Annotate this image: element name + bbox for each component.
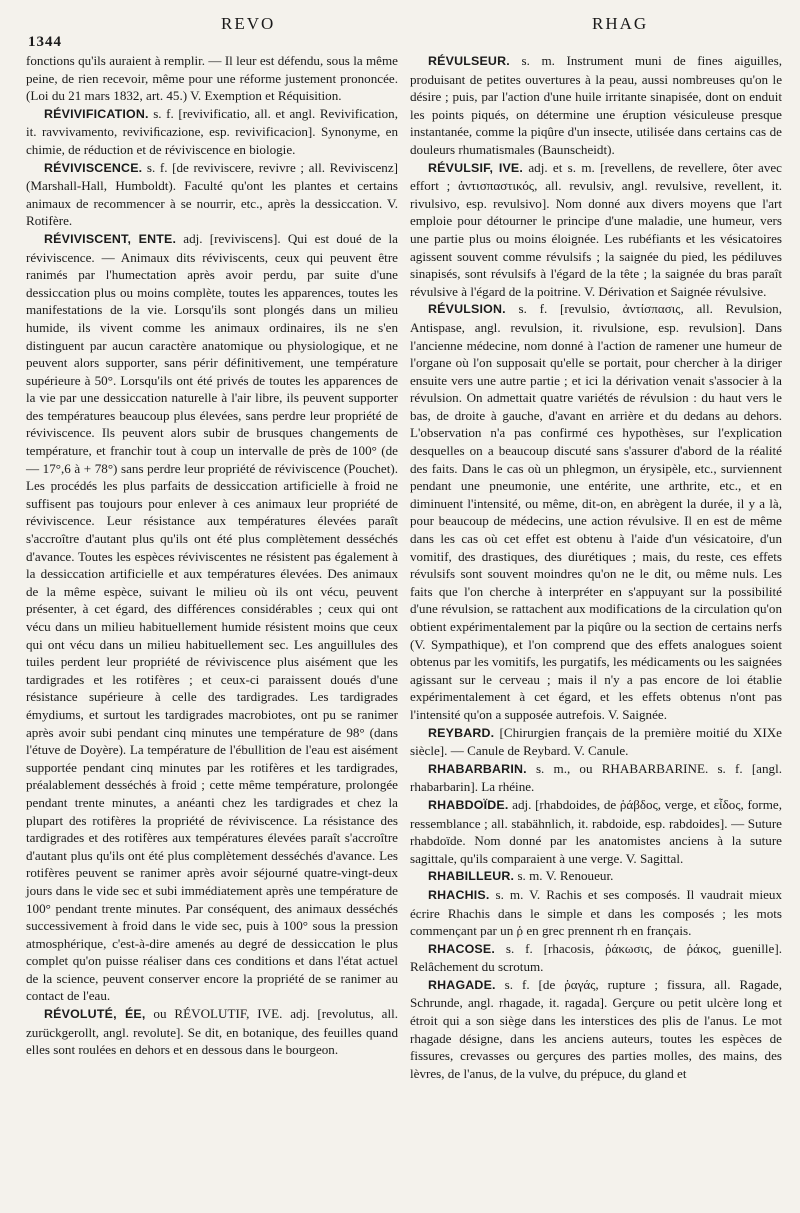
entry-text: s. f. [de reviviscere, revivre ; all. Reviviscenz] (Marshall-Hall, Humboldt). Faculté qu'ont les plantes et certains animaux de recommencer à se nourrir, etc., après la dessiccation. V. Rotifère. — [26, 159, 398, 229]
entry-rhabdoide — [410, 796, 782, 867]
entry-text: ou RÉVOLUTIF, IVE. adj. [revolutus, all. zurückgerollt, angl. revolute]. Se dit, en botanique, des feuilles quand elles sont roulées en dehors et en dessous dans le bourgeon. — [26, 1006, 399, 1058]
entry-rhachis — [410, 886, 782, 940]
entry-revolute — [26, 1005, 398, 1059]
headword: RÉVIVISCENT, ENTE. — [44, 231, 177, 246]
entry-text: s. f. [rhacosis, ῥάκωσις, de ῥάκος, guenille]. Relâchement du scrotum. — [410, 940, 782, 975]
headword: RÉVULSEUR. — [428, 54, 510, 68]
entry-text: adj. [reviviscens]. Qui est doué de la réviviscence. — Animaux dits réviviscents, ceux qui peuvent être ranimés par l'humectation après avoir perdu, par suite d'une dessiccation plus ou moins complète, toutes les apparences, toutes les manifestations de la vie. Lorsqu'ils sont plongés dans un milieu humide, ils vivent comme les animaux ordinaires, ils ne s'en distinguent par aucun caractère anatomique ou physiologique, et ne peuvent alors supporter, sans périr définitivement, une température supérieure à 50°. Lorsqu'ils ont été privés de toutes les apparences de la vie par une dessiccation naturelle à l'air libre, ils peuvent supporter des températures beaucoup plus élevées, sans perdre leur propriété de réviviscence. Ils peuvent alors subir de brusques changements de température, et franchir tout à coup un intervalle de près de 100° (de — 17°,6 à + 78°) sans perdre leur propriété de réviviscence (Pouchet). Les procédés les plus parfaits de dessiccation artificielle à froid ne suffisent pas toujours pour enlever à ces animaux leur propriété de réviviscence. Leur résistance aux températures élevées paraît s'accroître d'autant plus qu'ils ont été plus complètement desséchés d'avance. Toutes les espèces réviviscentes ne résistent pas également à la dessiccation artificielle et aux températures élevées. Des animaux de la même espèce, suivant le milieu où ils ont vécu, peuvent présenter, à cet égard, des différences considérables ; ceux qui ont vécu dans un milieu habituellement humide résistent moins que ceux qui ont vécu dans un milieu habituellement sec. Les anguillules des tuiles perdent leur propriété de réviviscence plus aisément que les tardigrades et les rotifères ; et ceux-ci paraissent doués d'une résistance supérieure à celle des tardigrades. Les tardigrades émydiums, et surtout les tardigrades macrobiotes, ont pu se ranimer après avoir subi pendant cinq minutes une température de 98° (dans l'étuve de Doyère). La température de l'ébullition de l'eau est aisément supportée pendant cinq minutes par les rotifères et les tardigrades, préalablement desséchés à froid ; cette même température, prolongée pendant trente minutes, a anéanti chez les tardigrades et chez la plupart des rotifères la propriété de réviviscence. La résistance des tardigrades et des rotifères aux températures élevées paraît s'accroître d'autant plus qu'ils ont été plus complètement desséchés d'avance. Les rotifères peuvent se ranimer après avoir séjourné quatre-vingt-deux jours dans le vide sec et subi immédiatement après une température de 100° pendant trente minutes. Par conséquent, des animaux desséchés successivement à froid dans le vide sec, puis à 100° sous la pression atmosphérique, c'est-à-dire amenés au degré de dessiccation le plus complet qu'on puisse réaliser dans ces conditions et dans l'état actuel de la science, peuvent conserver encore la propriété de se ranimer au contact de l'eau. — [26, 230, 398, 1004]
entry-revivification — [26, 105, 398, 159]
entry-text: s. f. [de ῥαγάς, rupture ; fissura, all. Ragade, Schrunde, angl. rhagade, it. ragada]. Gerçure ou petit ulcère long et étroit qui a son siège dans les interstices des plis de l'anus. Le mot rhagade désigne, dans les anciens auteurs, toutes les espèces de fissures, crevasses ou gerçures des parties molles, des mains, des lèvres, de l'anus, de la vulve, du prépuce, du gland et — [410, 976, 782, 1081]
headword: RÉVIVISCENCE. — [44, 160, 143, 175]
headword: RHABDOÏDE. — [428, 797, 509, 812]
entry-text: s. f. [revivificatio, all. et angl. Revivification, it. ravvivamento, reviviﬁcazione, esp. revivificacion]. Synonyme, en chimie, de réduction et de réviviscence en biologie. — [26, 105, 398, 157]
headword: RHABILLEUR. — [428, 869, 515, 884]
page-number: 1344 — [28, 34, 62, 50]
headword: RHABARBARIN. — [428, 761, 527, 776]
entry-rhacose — [410, 940, 782, 976]
entry-reybard — [410, 724, 782, 760]
page-header — [26, 14, 782, 50]
entry-revulsif — [410, 159, 782, 301]
left-column — [26, 52, 398, 1082]
entry-rhabarbarin — [410, 760, 782, 796]
headword: RÉVULSIF, IVE. — [428, 160, 524, 175]
entry-rhabilleur — [410, 867, 782, 886]
entry-text: s. m. Instrument muni de fines aiguilles, produisant de petites ouvertures à la peau, aussi nombreuses qu'on le désire ; puis, par l'action d'une huile irritante sinapisée, dont on enduit les points piqués, on détermine une éruption vésiculeuse presque instantanée, comme la piqûre d'un insecte, utilisée dans certains cas de douleurs rhumatismales (Baunscheidt). — [410, 53, 782, 157]
headword: REYBARD. — [428, 725, 495, 740]
entry-rhagade — [410, 976, 782, 1083]
entry-text: s. m., ou RHABARBARINE. s. f. [angl. rhabarbarin]. La rhéine. — [410, 760, 782, 795]
right-column — [410, 52, 782, 1082]
headword: RÉVULSION. — [428, 302, 506, 317]
running-head-left: REVO — [221, 14, 276, 33]
headword: RÉVIVIFICATION. — [44, 106, 149, 121]
entry-text: s. m. V. Renoueur. — [514, 868, 614, 884]
entry-continuation — [26, 52, 398, 105]
entry-text: fonctions qu'ils auraient à remplir. — Il leur est défendu, sous la même peine, de rien recevoir, même pour une réforme justement prononcée. (Loi du 21 mars 1832, art. 45.) V. Exemption et Réquisition. — [26, 53, 398, 104]
headword: RHAGADE. — [428, 977, 496, 992]
two-column-body — [26, 52, 782, 1082]
entry-text: s. f. [revulsio, ἀντίσπασις, all. Revulsion, Antispase, angl. revulsion, it. rivulsione, esp. revulsion]. Dans l'ancienne médecine, nom donné à l'action de ramener une humeur de l'organe où l'on supposait qu'elle se portait, pour chercher à la diriger ensuite vers une autre partie ; et ici la dérivation venait s'associer à la révulsion. On admettait quatre variétés de révulsion : du haut vers le bas, de droite à gauche, d'avant en arrière et du dedans au dehors. L'observation n'a pas confirmé ces hypothèses, sur l'explication desquelles on a beaucoup discuté sans s'assurer d'abord de la réalité des faits. Dans le cas où un phlegmon, un érysipèle, etc., surviennent pendant une pneumonie, une entérite, une arthrite, etc., et en diminuent l'intensité, ou même, dit-on, en abrègent la durée, il y a là, pour beaucoup de médecins, une action révulsive. Il en est de même dans les cas où cet effet est obtenu à l'aide d'un vésicatoire, d'un vomitif, des drastiques, des diurétiques ; mais, du reste, ces effets révulsifs sont souvent moindres qu'on ne le dit, ou même nuls. Les faits que l'on cherche à interpréter en s'appuyant sur la possibilité d'une révulsion, se rattachent aux modifications de la circulation qu'on obtient expérimentalement par la piqûre ou la section de certains nerfs (V. Sympathique), et l'on comprend que des effets analogues soient obtenus par les vomitifs, les purgatifs, les médicaments ou les saignées agissant sur le cerveau ; mais il n'y a pas encore de loi établie expérimentalement à cet égard, et les effets obtenus n'ont pas l'intensité qu'on a supposée autrefois. V. Saignée. — [410, 301, 782, 722]
headword: RÉVOLUTÉ, ÉE, — [44, 1007, 146, 1022]
entry-revulseur — [410, 52, 782, 159]
entry-text: adj. et s. m. [revellens, de revellere, ôter avec effort ; ἀντισπαστικός, all. revulsiv, angl. revulsive, revellent, it. rivulsivo, esp. revulsivo]. Nom donné aux divers moyens que l'art emploie pour détourner le principe d'une maladie, une humeur, vers une partie plus ou moins éloignée. Les rubéfiants et les vésicatoires agissent souvent comme révulsifs ; la saignée du pied, les pédiluves sinapisés, sont révulsifs à l'égard de la tête ; la saignée du bras paraît révulsive à l'égard de la poitrine. V. Dérivation et Saignée révulsive. — [410, 159, 782, 299]
entry-revulsion — [410, 300, 782, 723]
headword: RHACOSE. — [428, 941, 496, 956]
running-head-right: RHAG — [592, 14, 649, 33]
entry-reviviscent — [26, 230, 398, 1005]
entry-reviviscence — [26, 159, 398, 230]
entry-text: [Chirurgien français de la première moitié du XIXe siècle]. — Canule de Reybard. V. Canule. — [410, 724, 782, 759]
headword: RHACHIS. — [428, 887, 490, 902]
entry-text: s. m. V. Rachis et ses composés. Il vaudrait mieux écrire Rhachis dans le simple et dans les composés ; les mots commençant par un ῥ en grec prennent rh en français. — [410, 886, 782, 939]
entry-text: adj. [rhabdoides, de ῥάβδος, verge, et εἶδος, forme, ressemblance ; all. stabähnlich, it. rabdoide, esp. rabdoides]. — Suture rhabdoïde. Nom donné par les anatomistes anciens à la suture sagittale, qu'ils comparaient à une verge. V. Sagittal. — [410, 796, 782, 866]
